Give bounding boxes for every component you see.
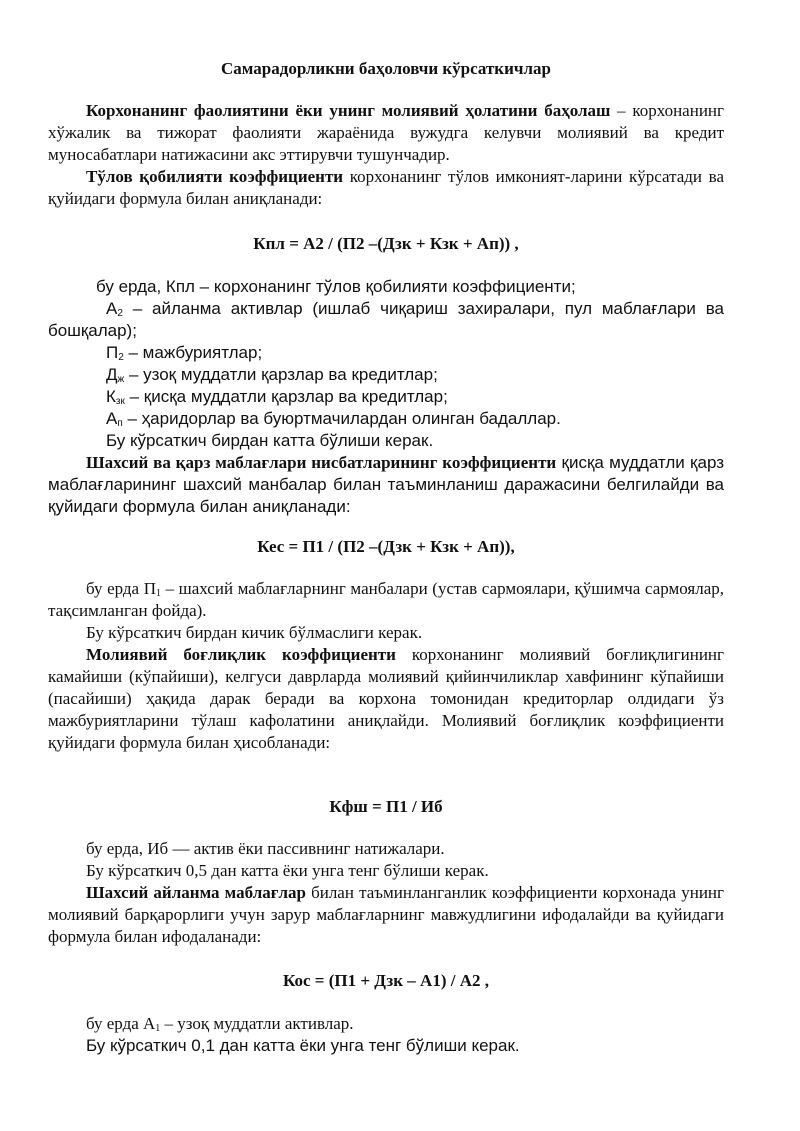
payment-text: корхонанинг тўлов имконият-ларини кўрсатади ва қуйидаги формула билан аниқланади: — [48, 167, 724, 208]
own-debt-formula: Кес = П1 / (П2 –(Дзк + Кзк + Ап)), — [257, 537, 515, 556]
dependence-where-line: бу ерда, Иб — актив ёки пассивнинг натижалари. — [86, 839, 445, 858]
payment-def-ap: $А_п$ – ҳаридорлар ва буюртмачилардан олинган бадаллар. — [106, 409, 561, 429]
payment-rule: Бу кўрсаткич бирдан катта бўлиши керак. — [106, 431, 434, 450]
dependence-term: Молиявий боғлиқлик коэффициенти — [86, 645, 396, 664]
payment-def-p2: $П_2$ – мажбуриятлар; — [106, 343, 263, 363]
payment-formula: Кпл = А2 / (П2 –(Дзк + Кзк + Ап)) , — [253, 234, 519, 253]
page-title: Самарадорликни баҳоловчи кўрсаткичлар — [221, 59, 551, 78]
own-debt-text: қисқа муддатли қарз маблағларининг шахсий манбалар билан таъминланиш даражасини белгилайди ва қуйидаги формула билан аниқланади: — [48, 453, 724, 516]
own-debt-term: Шахсий ва қарз маблағлари нисбатларининг коэффициенти — [86, 453, 557, 472]
dependence-paragraph — [48, 644, 724, 754]
dependence-rule: Бу кўрсаткич 0,5 дан катта ёки унга тенг бўлиши керак. — [86, 861, 489, 880]
payment-paragraph — [48, 166, 724, 210]
own-debt-rule: Бу кўрсаткич бирдан кичик бўлмаслиги керак. — [86, 623, 423, 642]
intro-term: Корхонанинг фаолиятини ёки унинг молиявий ҳолатини баҳолаш — [86, 101, 611, 120]
working-text: билан таъминланганлик коэффициенти корхонада унинг молиявий барқарорлиги учун зарур маблағларнинг мавжудлигини ифодалайди ва қуйидаги формула билан ифодаланади: — [48, 883, 724, 946]
payment-where-line: бу ерда, Кпл – корхонанинг тўлов қобилияти коэффициенти; — [96, 277, 576, 296]
working-term: Шахсий айланма маблағлар — [86, 883, 306, 902]
working-rule: Бу кўрсаткич 0,1 дан катта ёки унга тенг бўлиши керак. — [86, 1036, 520, 1055]
payment-def-dj: $Д_ж$ – узоқ муддатли қарзлар ва кредитлар; — [106, 365, 438, 385]
dependence-text: корхонанинг молиявий боғлиқлигининг камайиши (кўпайиши), келгуси даврларда молиявий қийинчиликлар хавфининг кўпайиши (пасайиши) ҳақида дарак беради ва корхона томонидан кредиторлар олдидаги ўз мажбуриятларини тўлаш кафолатини аниқлайди. Молиявий боғлиқлик коэффициенти қуйидаги формула билан ҳисобланади: — [48, 645, 724, 752]
own-debt-paragraph — [48, 452, 724, 518]
dependence-formula: Кфш = П1 / Иб — [329, 797, 443, 816]
intro-paragraph — [48, 100, 724, 166]
payment-def-a2: $А_2$ – айланма активлар (ишлаб чиқариш захиралари, пул маблағлари ва бошқалар); — [48, 299, 724, 340]
own-debt-where: бу ерда $П_1$ – шахсий маблағларнинг манбалари (устав сармоялари, қўшимча сармоялар, тақсимланган фойда). — [48, 579, 725, 620]
working-paragraph — [48, 882, 724, 948]
working-where: бу ерда $А_1$ – узоқ муддатли активлар. — [86, 1014, 354, 1034]
payment-def-kzk: $К_{зк}$ – қисқа муддатли қарзлар ва кредитлар; — [106, 387, 448, 407]
intro-text: – корхонанинг хўжалик ва тижорат фаолияти жараёнида вужудга келувчи молиявий ва кредит муносабатлари натижасини акс эттирувчи тушунчадир. — [48, 101, 724, 164]
working-formula: Кос = (П1 + Дзк – А1) / А2 , — [283, 971, 489, 990]
payment-term: Тўлов қобилияти коэффициенти — [86, 167, 344, 186]
